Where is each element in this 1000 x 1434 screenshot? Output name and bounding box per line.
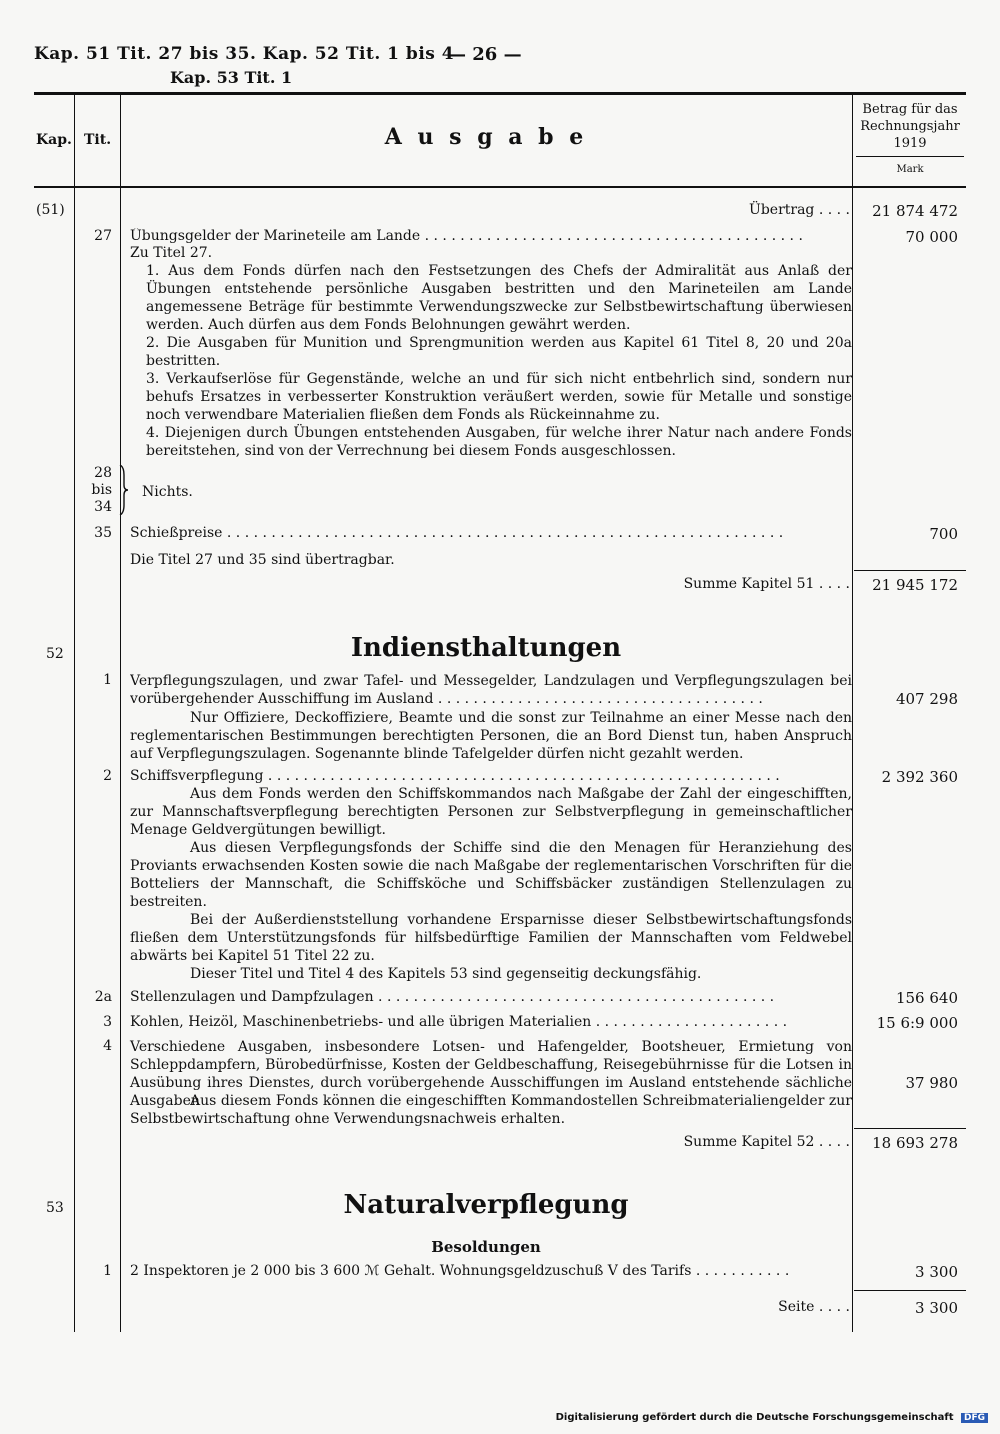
- summe-52-amount: 18 693 278: [872, 1134, 958, 1152]
- note-27-3: 3. Verkaufserlöse für Gegenstände, welche an und für sich nicht entbehrlich sind, sondern nur behufs Ersatzes in verbesserter Konstruktion veräußert werden, sowie für Metalle und sonstige noch verwendbare Materialien fließen dem Fonds als Rückeinnahme zu.: [146, 371, 852, 423]
- col-divider-tit: [120, 95, 121, 1332]
- k53-tit-1-text: 2 Inspektoren je 2 000 bis 3 600 ℳ Gehalt. Wohnungsgeldzuschuß V des Tarifs . . . . . . . . . . .: [130, 1263, 790, 1279]
- summe-51-label: Summe Kapitel 51 . . . .: [683, 576, 850, 592]
- tit-27-amount: 70 000: [905, 228, 958, 246]
- k52-tit-3-text: Kohlen, Heizöl, Maschinenbetriebs- und alle übrigen Materialien . . . . . . . . . . . . . . . . . . . . . .: [130, 1014, 788, 1030]
- footer-text: Digitalisierung gefördert durch die Deutsche Forschungsgemeinschaft: [555, 1412, 954, 1423]
- k52-tit-2a-amount: 156 640: [895, 989, 958, 1007]
- col-head-ausgabe: A u s g a b e: [384, 124, 588, 150]
- tit-34: 34: [94, 499, 112, 515]
- k52-tit-4-note: Aus diesem Fonds können die eingeschifften Kommandostellen Schreibmaterialiengelder zur Selbstbewirtschaftung ohne Verwendungsnachweis erhalten.: [130, 1093, 852, 1127]
- running-header: Kap. 51 Tit. 27 bis 35. Kap. 52 Tit. 1 bis 4: [34, 44, 455, 64]
- subheading-besoldungen: Besoldungen: [431, 1238, 541, 1256]
- col-head-kap: Kap.: [36, 132, 72, 148]
- nichts-label: Nichts.: [142, 484, 193, 500]
- seite-label: Seite . . . .: [778, 1299, 850, 1315]
- k52-tit-4-text: Verschiedene Ausgaben, insbesondere Lotsen- und Hafengelder, Bootsheuer, Ermietung von Schleppdampfern, Bürobedürfnisse, Kosten der Geldbeschaffung, Reisegebührnisse für die Lotsen in Ausübung ihres Dienstes, durch vorübergehende Ausschiffungen im Ausland entstehende sächliche Ausgaben: [130, 1039, 852, 1109]
- tit-35-num: 35: [94, 525, 112, 541]
- brace-icon: [118, 465, 128, 515]
- k52-tit-2-note-2: Aus diesen Verpflegungsfonds der Schiffe sind die den Menagen für Heranziehung des Proviants erwachsenden Kosten sowie die nach Maßgabe der reglementarischen Vorschriften für die Botteliers der Mannschaft, die Schiffsköche und Schiffsbäcker zuständigen Stellenzulagen zu bestreiten.: [130, 840, 852, 910]
- col-divider-kap: [74, 95, 75, 1332]
- col-head-betrag-2: Rechnungsjahr: [860, 119, 960, 134]
- k53-tit-1-amount: 3 300: [915, 1263, 958, 1281]
- k52-tit-2-note-1: Aus dem Fonds werden den Schiffskommandos nach Maßgabe der Zahl der eingeschifften, zur Mannschaftsverpflegung berechtigten Personen zur Selbstverpflegung in gemeinschaftlicher Menage Geldvergütungen bewilligt.: [130, 786, 852, 838]
- col-head-betrag-year: 1919: [893, 136, 927, 151]
- seite-rule: [854, 1290, 966, 1291]
- k52-tit-3-num: 3: [103, 1014, 112, 1030]
- k52-tit-1-text: Verpflegungszulagen, und zwar Tafel- und Messegelder, Landzulagen und Verpflegungszulagen bei vorübergehender Ausschiffung im Ausland . . . . . . . . . . . . . . . . . . . . . . . . . . . . . . . . . . . . .: [130, 673, 852, 707]
- page-number: — 26 —: [448, 44, 522, 65]
- k52-tit-4-num: 4: [103, 1038, 112, 1054]
- summe-52-label: Summe Kapitel 52 . . . .: [683, 1134, 850, 1150]
- col-head-betrag-unit: Mark: [896, 164, 924, 175]
- summe-51-rule: [854, 570, 966, 571]
- col-head-tit: Tit.: [84, 132, 112, 148]
- tit-27-text: Übungsgelder der Marineteile am Lande . . . . . . . . . . . . . . . . . . . . . . . . . . . . . . . . . . . . . . . . . . .: [130, 228, 803, 244]
- k52-tit-2-num: 2: [103, 768, 112, 784]
- uebertragbar-note: Die Titel 27 und 35 sind übertragbar.: [130, 552, 395, 568]
- digitization-footer: [556, 1412, 988, 1423]
- uebertrag-label: Übertrag . . . .: [749, 202, 850, 218]
- uebertrag-amount: 21 874 472: [872, 202, 958, 220]
- k52-tit-2-note-3: Bei der Außerdienststellung vorhandene Ersparnisse dieser Selbstbewirtschaftungsfonds fließen dem Unterstützungsfonds für hilfsbedürftige Familien der Mannschaften vom Feldwebel abwärts bei Kapitel 51 Titel 22 zu.: [130, 912, 852, 964]
- top-rule: [34, 92, 966, 95]
- k52-tit-3-amount: 15 6:9 000: [876, 1014, 958, 1032]
- tit-28: 28: [94, 465, 112, 481]
- heading-naturalverpflegung: Naturalverpflegung: [343, 1190, 629, 1220]
- dfg-logo-icon: DFG: [961, 1413, 988, 1423]
- tit-35-text: Schießpreise . . . . . . . . . . . . . . . . . . . . . . . . . . . . . . . . . . . . . . . . . . . . . . . . . . . . . . . . . . . . . . .: [130, 525, 784, 541]
- tit-27-num: 27: [94, 228, 112, 244]
- running-header-line2: Kap. 53 Tit. 1: [170, 68, 293, 87]
- col-divider-amount: [852, 95, 853, 1332]
- k52-tit-1-amount: 407 298: [895, 690, 958, 708]
- k52-tit-2-amount: 2 392 360: [881, 768, 958, 786]
- note-27-2: 2. Die Ausgaben für Munition und Sprengmunition werden aus Kapitel 61 Titel 8, 20 und 20a bestritten.: [146, 335, 852, 369]
- summe-51-amount: 21 945 172: [872, 576, 958, 594]
- kap-53-label: 53: [46, 1200, 64, 1216]
- k52-tit-2a-text: Stellenzulagen und Dampfzulagen . . . . . . . . . . . . . . . . . . . . . . . . . . . . . . . . . . . . . . . . . . . . .: [130, 989, 775, 1005]
- heading-indiensthaltungen: Indiensthaltungen: [350, 633, 622, 663]
- k52-tit-2-text: Schiffsverpflegung . . . . . . . . . . . . . . . . . . . . . . . . . . . . . . . . . . . . . . . . . . . . . . . . . . . . . . . . . .: [130, 768, 780, 784]
- k52-tit-2-note-4: Dieser Titel und Titel 4 des Kapitels 53 sind gegenseitig deckungsfähig.: [190, 966, 702, 982]
- kap-51-label: (51): [36, 202, 65, 218]
- tit-35-amount: 700: [929, 525, 958, 543]
- note-27-1: 1. Aus dem Fonds dürfen nach den Festsetzungen des Chefs der Admiralität aus Anlaß der Übungen entstehende persönliche Ausgaben bestritten und den Marineteilen am Lande angemessene Beträge für bestimmte Verwendungszwecke zur Selbstbewirtschaftung überwiesen werden. Auch dürfen aus dem Fonds Belohnungen gewährt werden.: [146, 263, 852, 333]
- kap-52-label: 52: [46, 646, 64, 662]
- note-27-4: 4. Diejenigen durch Übungen entstehenden Ausgaben, für welche ihrer Natur nach andere Fonds bereitstehen, sind von der Verrechnung bei diesem Fonds ausgeschlossen.: [146, 425, 852, 459]
- tit-bis: bis: [91, 482, 112, 498]
- head-rule: [34, 186, 966, 188]
- summe-52-rule: [854, 1128, 966, 1129]
- betrag-unit-rule: [856, 156, 964, 157]
- col-head-betrag-1: Betrag für das: [862, 102, 958, 117]
- seite-amount: 3 300: [915, 1299, 958, 1317]
- zu-titel-27: Zu Titel 27.: [130, 245, 213, 261]
- k53-tit-1-num: 1: [103, 1263, 112, 1279]
- k52-tit-1-num: 1: [103, 672, 112, 688]
- k52-tit-4-amount: 37 980: [905, 1074, 958, 1092]
- k52-tit-1-note: Nur Offiziere, Deckoffiziere, Beamte und die sonst zur Teilnahme an einer Messe nach den reglementarischen Bestimmungen berechtigten Personen, die an Bord Dienst tun, haben Anspruch auf Verpflegungszulagen. Sogenannte blinde Tafelgelder dürfen nicht gezahlt werden.: [130, 710, 852, 762]
- k52-tit-2a-num: 2a: [94, 989, 112, 1005]
